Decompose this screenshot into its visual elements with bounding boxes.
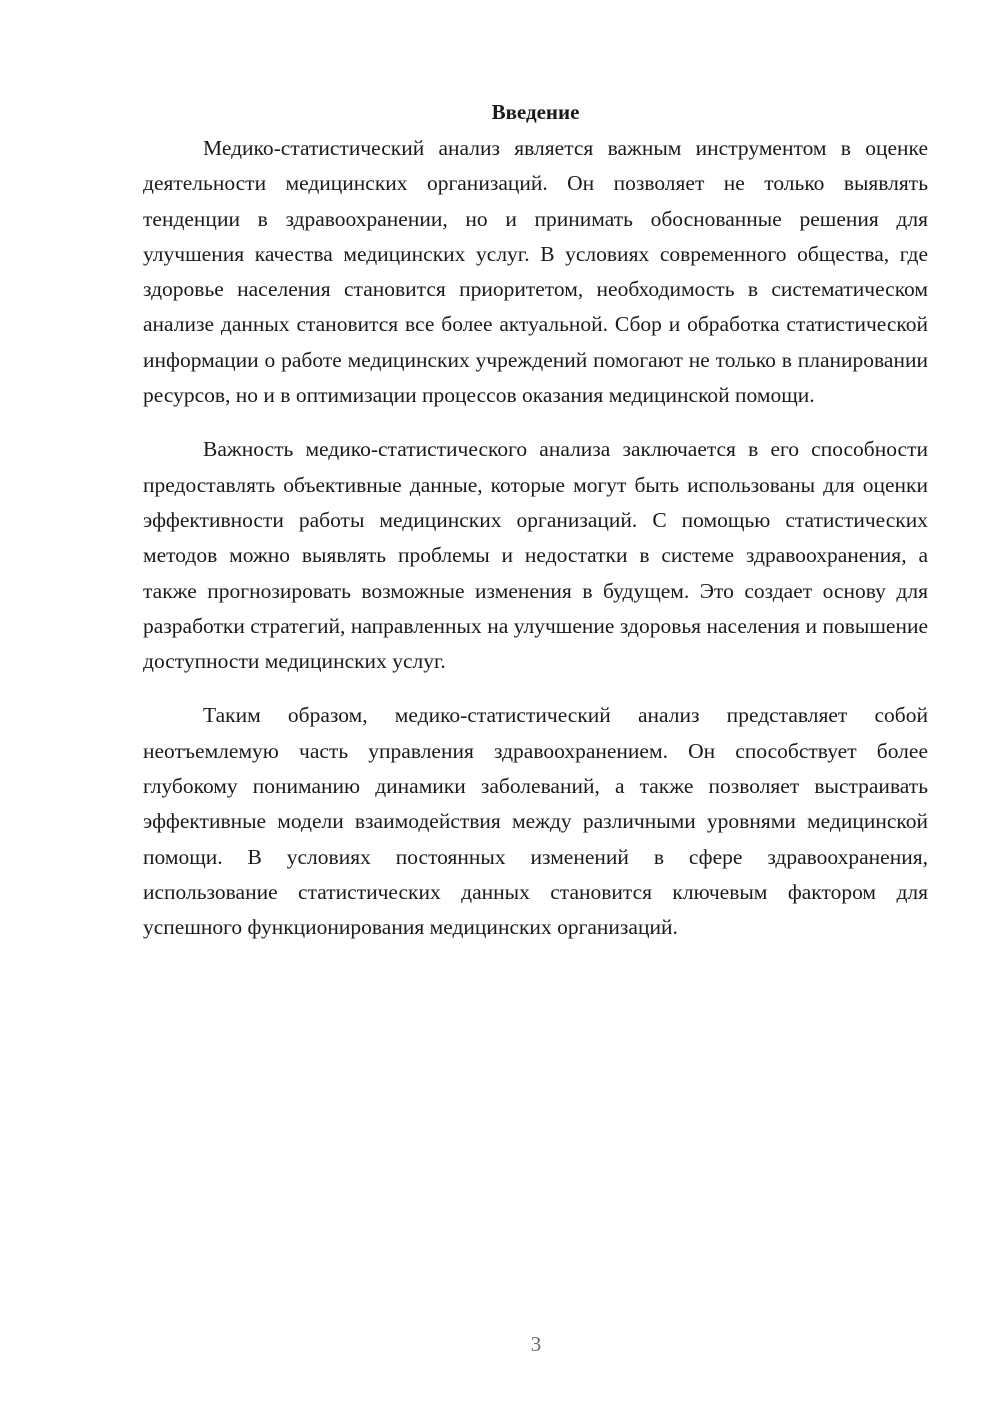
- document-body: [143, 96, 928, 965]
- section-title: Введение: [491, 100, 580, 124]
- paragraph-2: Важность медико-статистического анализа заключается в его способности предоставлять объективные данные, которые могут быть использованы для оценки эффективности работы медицинских организаций. С помощью статистических методов можно выявлять проблемы и недостатки в системе здравоохранения, а также прогнозировать возможные изменения в будущем. Это создает основу для разработки стратегий, направленных на улучшение здоровья населения и повышение доступности медицинских услуг.: [143, 437, 928, 674]
- page-number: 3: [530, 1332, 542, 1356]
- paragraph-1: Медико-статистический анализ является важным инструментом в оценке деятельности медицинских организаций. Он позволяет не только выявлять тенденции в здравоохранении, но и принимать обоснованные решения для улучшения качества медицинских услуг. В условиях современного общества, где здоровье населения становится приоритетом, необходимость в систематическом анализе данных становится все более актуальной. Сбор и обработка статистической информации о работе медицинских учреждений помогают не только в планировании ресурсов, но и в оптимизации процессов оказания медицинской помощи.: [143, 136, 928, 408]
- paragraph-3: Таким образом, медико-статистический анализ представляет собой неотъемлемую часть управления здравоохранением. Он способствует более глубокому пониманию динамики заболеваний, а также позволяет выстраивать эффективные модели взаимодействия между различными уровнями медицинской помощи. В условиях постоянных изменений в сфере здравоохранения, использование статистических данных становится ключевым фактором для успешного функционирования медицинских организаций.: [143, 703, 928, 940]
